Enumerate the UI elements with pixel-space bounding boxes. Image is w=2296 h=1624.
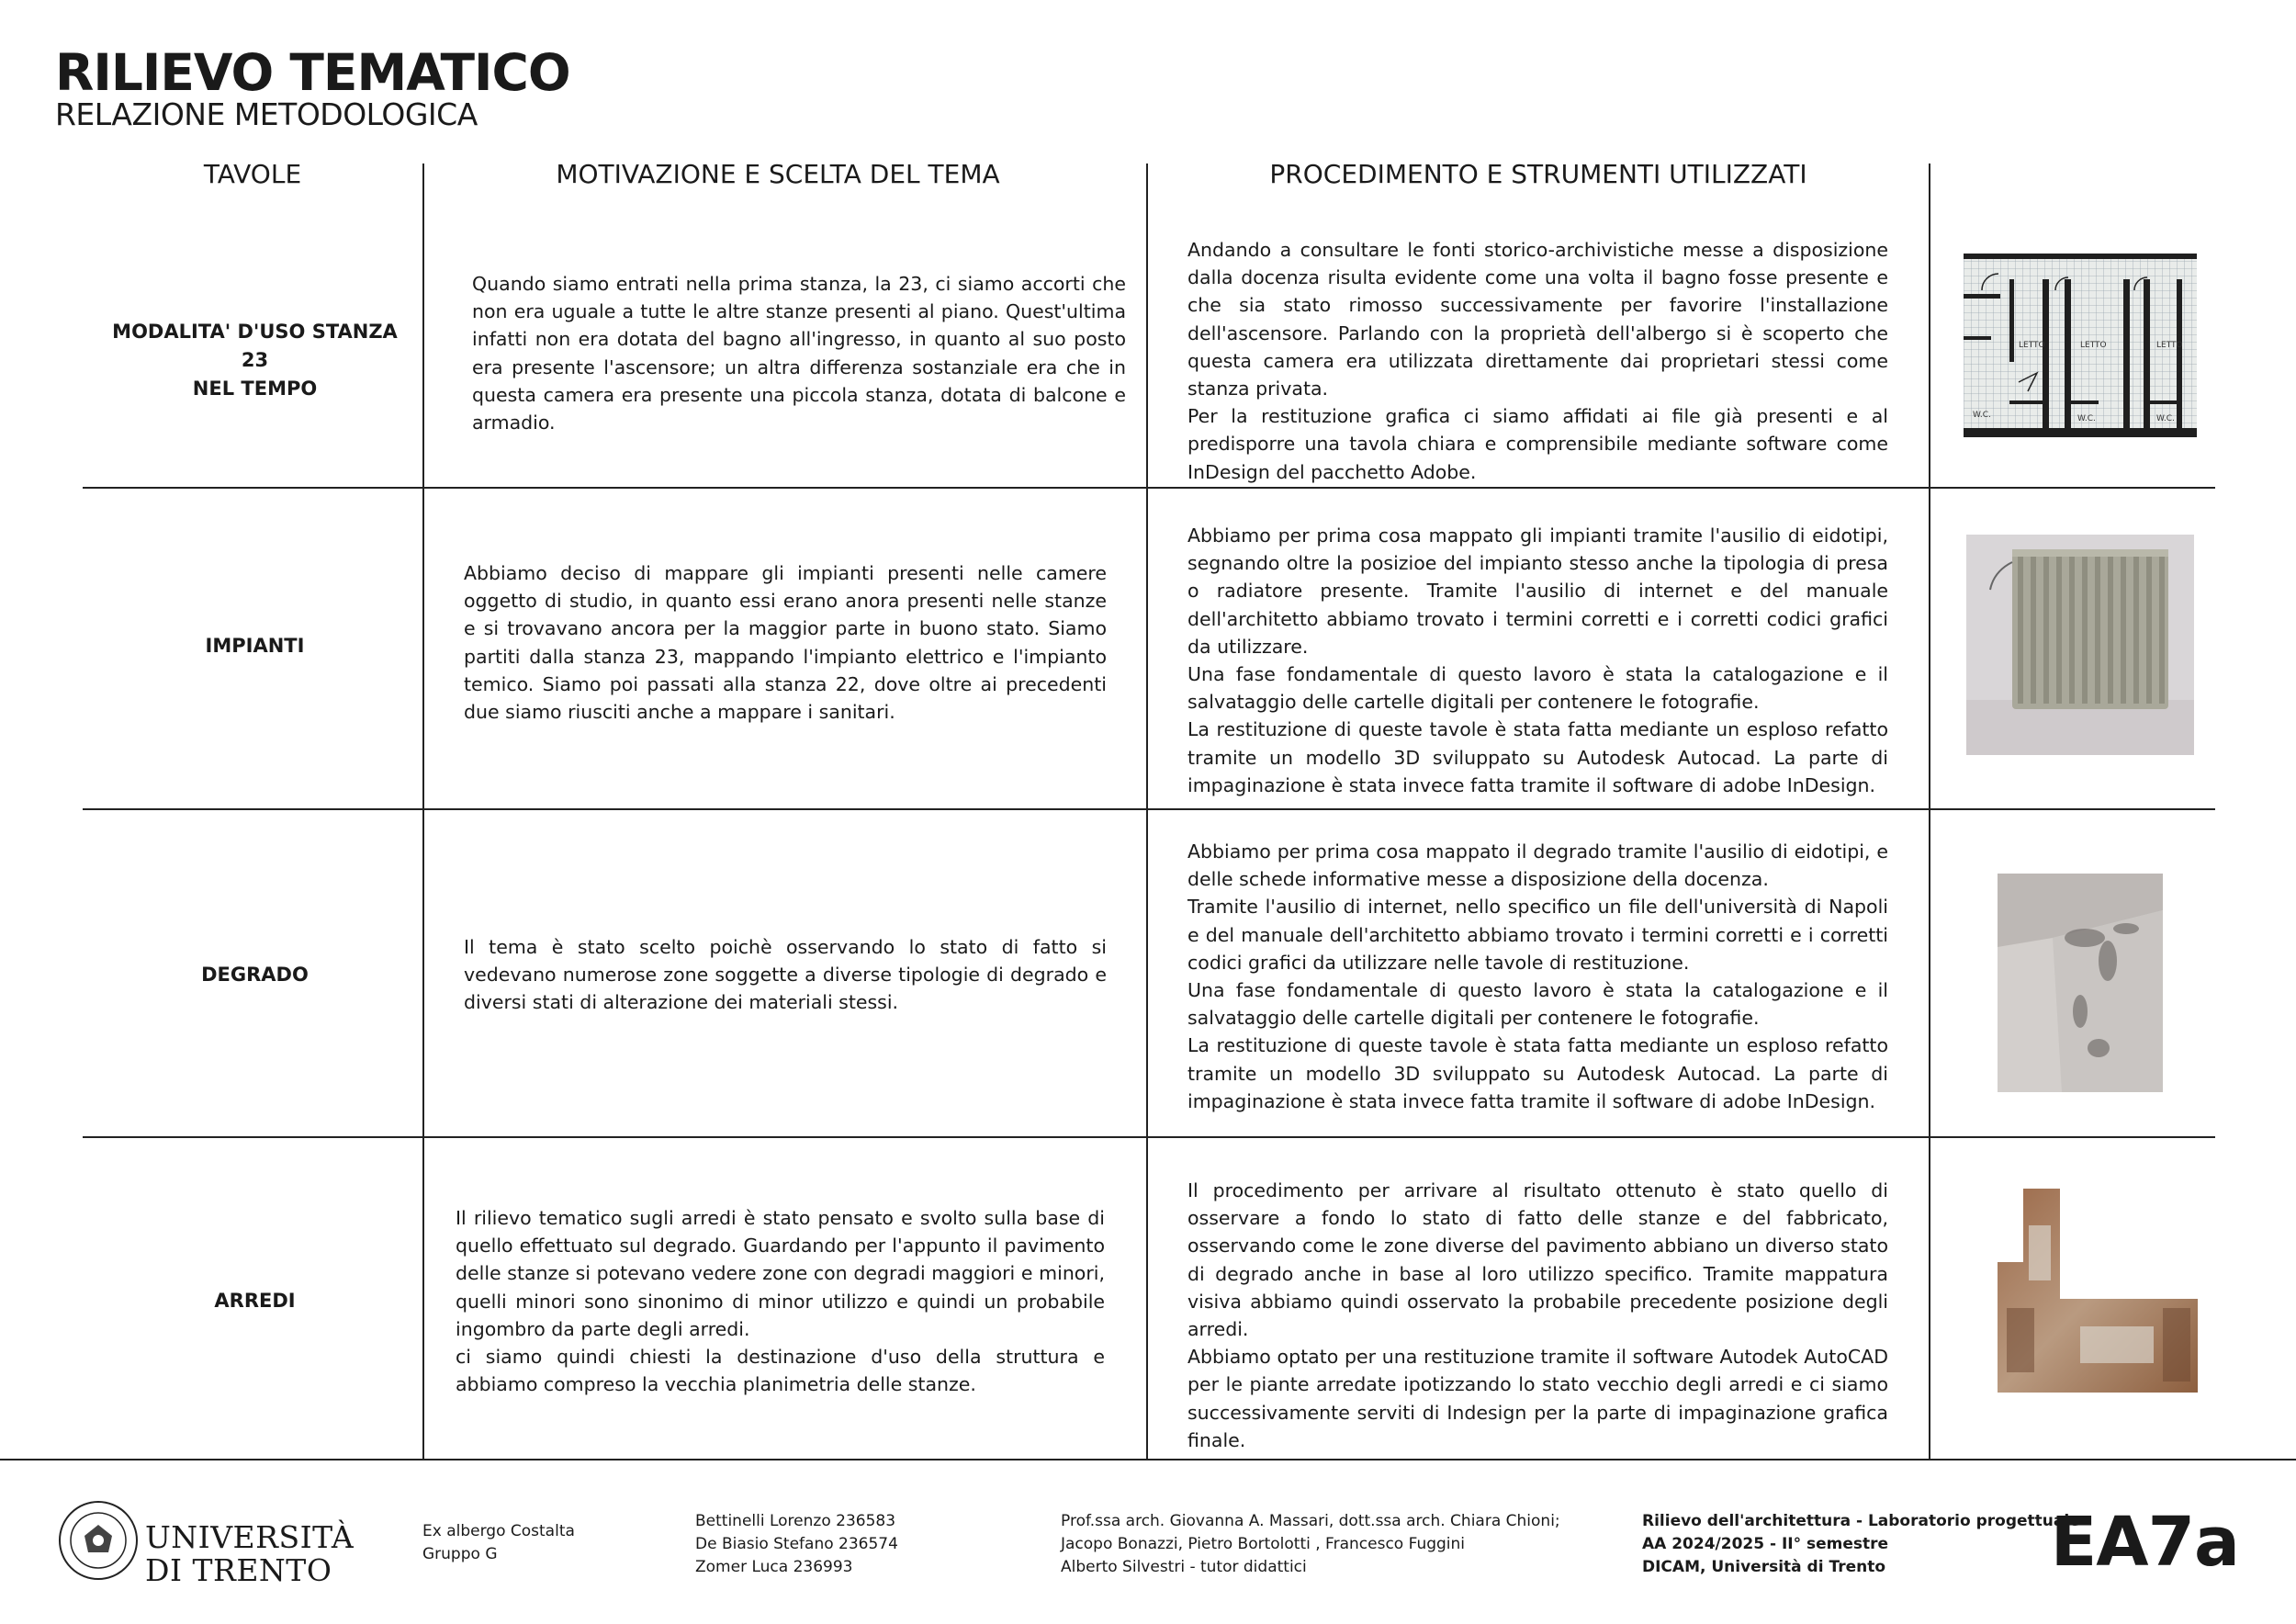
row-label-impianti: IMPIANTI [205,635,305,657]
footer-divider [0,1459,2296,1460]
sheet-code: EA7a [2050,1503,2239,1582]
column-header-motivazione: MOTIVAZIONE E SCELTA DEL TEMA [556,159,1000,189]
furniture-floor-photo-image [1998,1189,2198,1393]
row1-procedimento: Andando a consultare le fonti storico-archivistiche messe a disposizione dalla docenza risulta evidente come una volta il bagno fosse presente e che sia stato rimosso successivamente per favorire l'installazione dell'ascensore. Parlando con la proprietà dell'albergo si è scoperto che questa camera era utilizzata direttamente dai proprietari stessi come stanza privata. Per la restituzione grafica ci siamo affidati ai file già presenti e al predisporre una tavola chiara e comprensibile mediante software come InDesign del pacchetto Adobe. [1187,239,1888,483]
plan-label-wc: W.C. [2156,414,2175,423]
row2-procedimento: Abbiamo per prima cosa mappato gli impianti tramite l'ausilio di eidotipi, segnando oltre la posizioe del impianto stesso anche la tipologia di presa o radiatore presente. Tramite l'ausilio di internet e del manuale dell'architetto abbiamo trovato i termini corretti e i corretti codici grafici da utilizzare. Una fase fondamentale di questo lavoro è stata la catalogazione e il salvataggio delle cartelle digitali per contenere le fotografie. La restituzione di queste tavole è stata fatta mediante un esploso refatto tramite un modello 3D sviluppato su Autodesk Autocad. La parte di impaginazione è stata invece fatta tramite il software di adobe InDesign. [1187,524,1888,796]
page-title: RILIEVO TEMATICO [55,43,570,102]
plan-label-wc: W.C. [1973,411,1991,420]
row3-procedimento: Abbiamo per prima cosa mappato il degrado tramite l'ausilio di eidotipi, e delle schede informative messe a disposizione della docenza. Tramite l'ausilio di internet, nello specifico un file dell'università di Napoli e del manuale dell'architetto abbiamo trovato i termini corretti e i corretti codici grafici da utilizzare nelle tavole di restituzione. Una fase fondamentale di questo lavoro è stata la catalogazione e il salvataggio delle cartelle digitali per contenere le fotografie. La restituzione di queste tavole è stata fatta mediante un esploso refatto tramite un modello 3D sviluppato su Autodesk Autocad. La parte di impaginazione è stata invece fatta tramite il software di adobe InDesign. [1187,840,1888,1112]
project-info: Ex albergo Costalta Gruppo G [422,1522,575,1563]
column-header-procedimento: PROCEDIMENTO E STRUMENTI UTILIZZATI [1269,159,1807,189]
row4-motivazione: Il rilievo tematico sugli arredi è stato pensato e svolto sulla base di quello effettuato sul degrado. Guardando per l'appunto il pavimento delle stanze si potevano vedere zone con degradi maggiori e minori, quelli minori sono sinonimo di minor utilizzo e quindi un probabile ingombro da parte degli arredi. ci siamo quindi chiesti la destinazione d'uso della struttura e abbiamo compreso la vecchia planimetria delle stanze. [456,1207,1105,1396]
course-info: Rilievo dell'architettura - Laboratorio progettuale AA 2024/2025 - II° semestre DICAM, Università di Trento [1642,1512,2080,1576]
grid-divider [1929,164,1930,1460]
row4-procedimento: Il procedimento per arrivare al risultato ottenuto è stato quello di osservare a fondo lo stato di fatto delle stanze e del fabbricato, osservando come le zone diverse del pavimento abbiano un diverso stato di degrado anche in base al loro utilizzo specifico. Tramite mappatura visiva abbiamo quindi osservato la probabile precedente posizione degli arredi. Abbiamo optato per una restituzione tramite il software Autodek AutoCAD per le piante arredate ipotizzando lo stato vecchio degli arredi e ci siamo successivamente serviti di Indesign per la parte di impaginazione grafica finale. [1187,1179,1888,1451]
degradation-photo-image [1998,874,2163,1092]
row-label-degrado: DEGRADO [201,964,309,986]
grid-divider [1146,164,1148,1460]
plan-label-letto: LETTO [2019,341,2045,350]
row1-motivazione: Quando siamo entrati nella prima stanza, la 23, ci siamo accorti che non era uguale a tutte le altre stanze presenti al piano. Quest'ultima infatti non era dotata del bagno all'ingresso, in quanto al suo posto era presente l'ascensore; un altra differenza sostanziale era che in questa camera era presente una piccola stanza, dotata di balcone e armadio. [472,273,1126,434]
plan-label-wc: W.C. [2077,414,2096,423]
row2-motivazione: Abbiamo deciso di mappare gli impianti presenti nelle camere oggetto di studio, in quanto essi erano anora presenti nelle stanze e si trovavano ancora per la maggior parte in buono stato. Siamo partiti dalla stanza 23, mappando l'impianto elettrico e l'impianto temico. Siamo poi passati alla stanza 22, dove oltre ai precedenti due siamo riusciti anche a mappare i sanitari. [464,562,1107,724]
page-subtitle: RELAZIONE METODOLOGICA [55,96,478,132]
plan-label-letto: LETTO [2156,341,2183,350]
teachers-list: Prof.ssa arch. Giovanna A. Massari, dott.ssa arch. Chiara Chioni; Jacopo Bonazzi, Pietro Bortolotti , Francesco Fuggini Alberto Silvestri - tutor didattici [1061,1512,1560,1576]
row-label-arredi: ARREDI [214,1290,296,1312]
row-divider [83,808,2215,810]
grid-divider [422,164,424,1460]
plan-label-letto: LETTO [2080,341,2107,350]
university-name: UNIVERSITÀ DI TRENTO [145,1519,355,1588]
floor-plan-drawing-image [1964,254,2197,437]
row-divider [83,1136,2215,1138]
row-divider [83,487,2215,489]
row3-motivazione: Il tema è stato scelto poichè osservando lo stato di fatto si vedevano numerose zone soggette a diverse tipologie di degrado e diversi stati di alterazione dei materiali stessi. [464,936,1107,1014]
students-list: Bettinelli Lorenzo 236583 De Biasio Stefano 236574 Zomer Luca 236993 [695,1512,898,1576]
university-seal-logo [57,1499,140,1582]
row-label-modalita: MODALITA' D'USO STANZA 23 NEL TEMPO [112,321,398,400]
column-header-tavole: TAVOLE [203,159,302,189]
radiator-photo-image [1966,535,2194,755]
